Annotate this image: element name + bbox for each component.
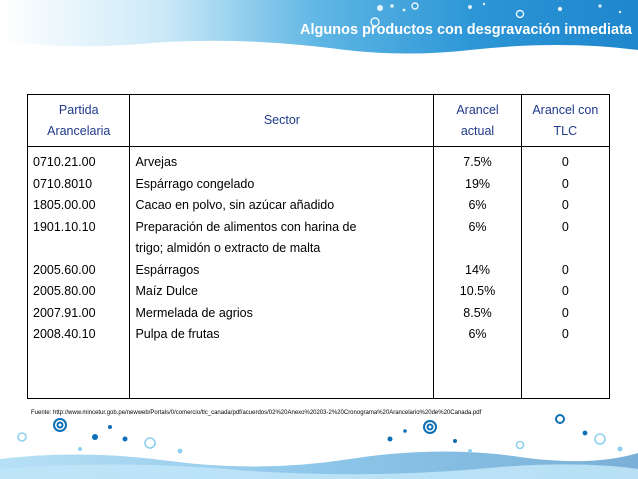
sector-cell: Pulpa de frutas [135, 327, 220, 341]
tlc-cell: 0 [561, 284, 569, 298]
header-partida-arancelaria [28, 95, 130, 147]
table-row [28, 147, 610, 399]
header-sector: Sector [130, 95, 434, 147]
sector-cell: Espárrago congelado [135, 176, 255, 191]
partida-cell: 1805.00.00 [33, 198, 96, 212]
sector-cell: Espárragos [135, 262, 200, 277]
arancel-cell: 19% [465, 176, 491, 191]
partida-cell: 0710.21.00 [33, 155, 96, 169]
sector-cell: Cacao en polvo, sin azúcar añadido [135, 198, 335, 212]
sector-cell: Mermelada de agrios [135, 305, 253, 320]
arancel-actual-column [434, 147, 521, 399]
partida-cell: 0710.8010 [33, 176, 93, 191]
arancel-cell: 8.5% [463, 305, 492, 320]
arancel-cell: 7.5% [463, 155, 492, 169]
header-tlc-line1: Arancel con [532, 102, 599, 117]
sector-cell-continued: trigo; almidón o extracto de malta [135, 241, 321, 255]
partida-cell: 2008.40.10 [33, 327, 96, 341]
tlc-cell: 0 [561, 262, 569, 277]
sector-cell: Arvejas [135, 155, 178, 169]
spacer [527, 238, 604, 260]
tlc-cell: 0 [561, 198, 569, 212]
table-header-row [28, 95, 610, 147]
arancel-cell: 6% [468, 219, 487, 234]
tlc-cell: 0 [561, 219, 569, 234]
tlc-cell: 0 [561, 327, 569, 341]
header-arancel-line1: Arancel [456, 102, 499, 117]
tlc-cell: 0 [561, 305, 569, 320]
tlc-cell: 0 [561, 176, 569, 191]
partida-cell: 2007.91.00 [33, 305, 96, 320]
header-partida-line2: Arancelaria [47, 123, 111, 138]
spacer [439, 238, 515, 260]
header-partida-line1: Partida [58, 102, 99, 117]
partida-column [28, 147, 130, 399]
arancel-cell: 6% [468, 327, 487, 341]
arancel-cell: 10.5% [459, 284, 496, 298]
arancel-tlc-column [521, 147, 609, 399]
spacer [33, 238, 124, 260]
arancel-cell: 6% [468, 198, 487, 212]
header-arancel-line2: actual [460, 123, 495, 138]
partida-cell: 1901.10.10 [33, 219, 96, 234]
sector-cell: Maíz Dulce [135, 284, 198, 298]
arancel-cell: 14% [465, 262, 491, 277]
header-arancel-con-tlc [521, 95, 609, 147]
tlc-cell: 0 [561, 155, 569, 169]
partida-cell: 2005.80.00 [33, 284, 96, 298]
source-citation: Fuente: http://www.mincetur.gob.pe/newweb/Portals/0/comercio/tlc_canada/pdf/acuerdos/02%20Anexo%20203-2%20Cronograma%20Arancelario%20de%20Canada.pdf [31, 410, 482, 416]
header-arancel-actual [434, 95, 521, 147]
sector-cell: Preparación de alimentos con harina de [135, 219, 357, 234]
sector-column [130, 147, 434, 399]
partida-cell: 2005.60.00 [33, 262, 96, 277]
slide-title: Algunos productos con desgravación inmediata [300, 22, 632, 38]
header-tlc-line2: TLC [553, 123, 578, 138]
tariff-table [27, 94, 610, 399]
